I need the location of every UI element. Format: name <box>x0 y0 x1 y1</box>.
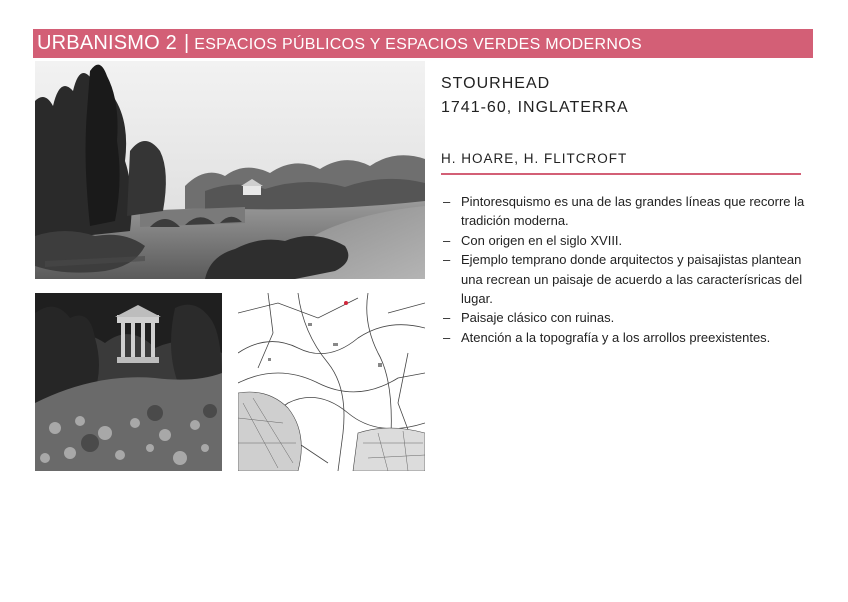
list-item <box>441 192 809 231</box>
bullet-marker: – <box>443 252 451 268</box>
stourhead-lake-photo <box>35 61 425 279</box>
list-item <box>441 231 809 250</box>
list-item-text: Paisaje clásico con ruinas. <box>461 310 615 326</box>
description-list <box>441 192 809 347</box>
header-separator: | <box>184 32 190 54</box>
list-item <box>441 328 809 347</box>
bullet-marker: – <box>443 232 451 248</box>
list-item <box>441 250 809 308</box>
list-item <box>441 308 809 327</box>
bullet-marker: – <box>443 329 451 345</box>
project-authors: H. HOARE, H. FLITCROFT <box>441 151 628 166</box>
bullet-marker: – <box>443 194 451 209</box>
list-item-text: Ejemplo temprano donde arquitectos y paisajistas plantean una recrean un paisaje de acuerdo a las caracterísricas del lugar. <box>461 252 803 307</box>
project-date-location: 1741-60, INGLATERRA <box>441 99 629 116</box>
lake-photo-image <box>35 61 425 279</box>
site-plan-image <box>238 293 425 471</box>
temple-photo-image <box>35 293 222 471</box>
project-name: STOURHEAD <box>441 75 551 92</box>
header-bar <box>33 29 813 58</box>
course-subtitle: ESPACIOS PÚBLICOS Y ESPACIOS VERDES MODERNOS <box>194 35 642 53</box>
temple-garden-photo <box>35 293 222 471</box>
section-divider <box>441 173 801 175</box>
course-title: URBANISMO 2 <box>37 32 178 54</box>
site-plan-map <box>238 293 425 471</box>
list-item-text: Atención a la topografía y a los arrollos preexistentes. <box>461 329 771 345</box>
project-title-block <box>441 72 629 120</box>
list-item-text: Pintoresquismo es una de las grandes líneas que recorre la tradición moderna. <box>461 194 805 229</box>
list-item-text: Con origen en el siglo XVIII. <box>461 232 623 248</box>
bullet-marker: – <box>443 310 451 326</box>
